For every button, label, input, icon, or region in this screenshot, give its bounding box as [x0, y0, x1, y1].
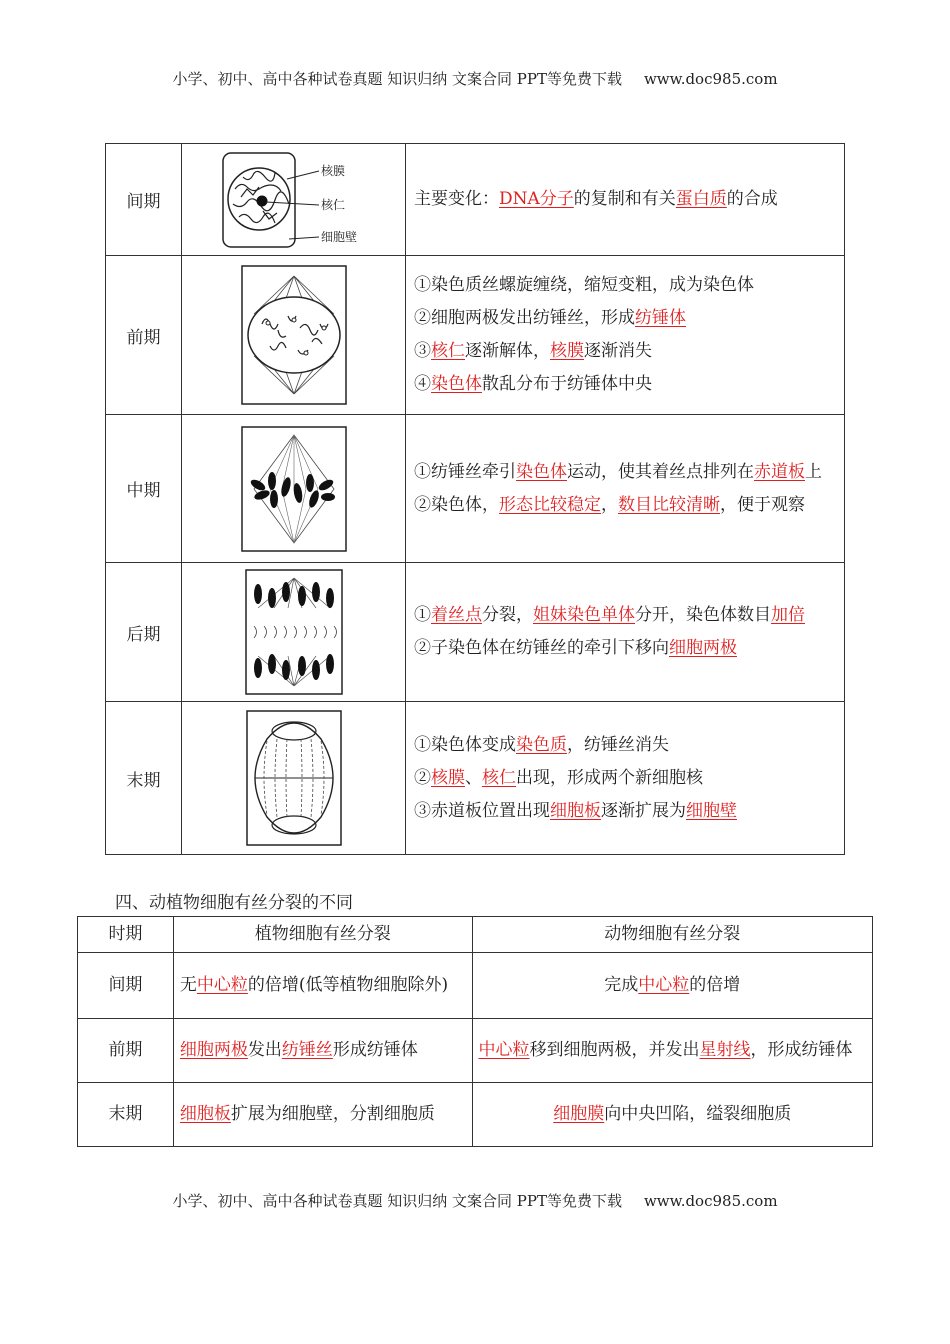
plant-cell	[173, 953, 472, 1019]
text: ②染色体，	[414, 494, 499, 515]
text: 主要变化：	[414, 189, 499, 209]
keyword: 染色体	[516, 461, 567, 482]
anaphase-cell-diagram	[244, 568, 344, 696]
label-nucleolus: 核仁	[320, 197, 345, 212]
text: ③赤道板位置出现	[414, 800, 550, 821]
stage-cell: 末期	[78, 1083, 174, 1147]
keyword: 细胞两极	[669, 638, 737, 658]
text: 逐渐解体，	[465, 341, 550, 361]
stage-cell: 间期	[78, 953, 174, 1019]
description-line	[414, 302, 836, 335]
keyword: 染色体	[431, 374, 482, 394]
table-row	[106, 144, 845, 256]
phase-name: 末期	[106, 702, 182, 855]
prophase-figure	[182, 256, 406, 415]
keyword: 细胞板	[179, 1104, 231, 1124]
keyword: 蛋白质	[675, 189, 727, 209]
text: 发出	[247, 1040, 282, 1060]
animal-cell	[472, 1019, 872, 1083]
keyword: 星射线	[699, 1040, 751, 1060]
anaphase-description	[406, 563, 845, 702]
keyword: 核膜	[431, 767, 465, 788]
keyword: 染色质	[516, 734, 567, 755]
text: 分裂，	[482, 605, 533, 625]
telophase-description	[406, 702, 845, 855]
anaphase-figure	[182, 563, 406, 702]
table-row	[106, 415, 845, 563]
text: 形成纺锤体	[332, 1040, 418, 1060]
text: ①染色体变成	[414, 734, 516, 755]
text: ④	[414, 374, 431, 394]
keyword: 纺锤丝	[281, 1040, 333, 1060]
description-line	[414, 489, 836, 522]
text: ②子染色体在纺锤丝的牵引下移向	[414, 638, 669, 658]
header-cell: 植物细胞有丝分裂	[173, 917, 472, 953]
metaphase-description	[406, 415, 845, 563]
text: 逐渐扩展为	[601, 800, 686, 821]
keyword: 着丝点	[431, 605, 482, 625]
label-cell-wall: 细胞壁	[320, 229, 357, 244]
prophase-description	[406, 256, 845, 415]
keyword: 细胞膜	[553, 1104, 605, 1124]
description-line	[414, 335, 836, 368]
plant-animal-comparison-table	[77, 916, 873, 1147]
prophase-cell-diagram	[240, 264, 348, 406]
text: 上	[805, 461, 822, 482]
table-header-row	[78, 917, 873, 953]
text: 的倍增	[689, 975, 741, 995]
text: 无	[179, 975, 197, 995]
telophase-figure	[182, 702, 406, 855]
text: 散乱分布于纺锤体中央	[482, 374, 652, 394]
text: ①纺锤丝牵引	[414, 461, 516, 482]
description-line	[414, 795, 836, 828]
text: 移到细胞两极，并发出	[529, 1040, 700, 1060]
description-line	[414, 729, 836, 762]
keyword: 细胞两极	[179, 1040, 248, 1060]
text: ，形成纺锤体	[750, 1040, 853, 1060]
description-line	[414, 456, 836, 489]
keyword: 核仁	[482, 767, 516, 788]
text: 运动，使其着丝点排列在	[567, 461, 754, 482]
text: ②细胞两极发出纺锤丝，形成	[414, 308, 635, 328]
description-line	[414, 368, 836, 401]
keyword: 数目比较清晰	[618, 494, 720, 515]
footer-url[interactable]: www.doc985.com	[643, 1192, 778, 1210]
mitosis-phases-table	[105, 143, 845, 855]
header-cell: 动物细胞有丝分裂	[472, 917, 872, 953]
text: 的合成	[726, 189, 778, 209]
text: 扩展为细胞壁，分割细胞质	[230, 1104, 435, 1124]
metaphase-figure	[182, 415, 406, 563]
phase-name: 前期	[106, 256, 182, 415]
metaphase-cell-diagram	[240, 425, 348, 553]
text: 分开，染色体数目	[635, 605, 771, 625]
phase-name: 间期	[106, 144, 182, 256]
header-cell: 时期	[78, 917, 174, 953]
keyword: 中心粒	[638, 975, 690, 995]
footer-text: 小学、初中、高中各种试卷真题 知识归纳 文案合同 PPT等免费下载	[172, 1192, 622, 1210]
text: ，	[601, 494, 618, 515]
keyword: 加倍	[771, 605, 805, 625]
animal-cell	[472, 1083, 872, 1147]
section-title: 四、动植物细胞有丝分裂的不同	[115, 893, 353, 913]
page-footer	[0, 1190, 950, 1211]
text: 完成	[604, 975, 639, 995]
plant-cell	[173, 1019, 472, 1083]
interphase-description	[406, 144, 845, 256]
keyword: 赤道板	[754, 461, 805, 482]
plant-cell	[173, 1083, 472, 1147]
label-nuclear-membrane: 核膜	[320, 163, 345, 178]
keyword: 中心粒	[478, 1040, 530, 1060]
keyword: DNA分子	[499, 189, 574, 209]
text: 的复制和有关	[573, 189, 676, 209]
header-text: 小学、初中、高中各种试卷真题 知识归纳 文案合同 PPT等免费下载	[172, 70, 622, 88]
text: ②	[414, 767, 431, 788]
table-row	[78, 1019, 873, 1083]
page-header	[0, 68, 950, 89]
description-line	[414, 632, 836, 665]
keyword: 形态比较稳定	[499, 494, 601, 515]
keyword: 细胞板	[550, 800, 601, 821]
telophase-cell-diagram	[245, 709, 343, 847]
keyword: 核仁	[431, 341, 465, 361]
description-line	[414, 599, 836, 632]
interphase-figure	[182, 144, 406, 256]
text: 逐渐消失	[584, 341, 652, 361]
keyword: 核膜	[550, 341, 584, 361]
text: ③	[414, 341, 431, 361]
description-line	[414, 762, 836, 795]
text: ，便于观察	[720, 494, 805, 515]
keyword: 中心粒	[196, 975, 248, 995]
text: 向中央凹陷，缢裂细胞质	[604, 1104, 792, 1124]
table-row	[106, 563, 845, 702]
stage-cell: 前期	[78, 1019, 174, 1083]
interphase-cell-diagram	[219, 149, 369, 251]
table-row	[106, 256, 845, 415]
table-row	[106, 702, 845, 855]
description-line: ①染色质丝螺旋缠绕，缩短变粗，成为染色体	[414, 275, 754, 295]
keyword: 姐妹染色单体	[533, 605, 635, 625]
text: 的倍增(低等植物细胞除外)	[247, 975, 449, 995]
text: 出现，形成两个新细胞核	[516, 767, 703, 788]
text: ，纺锤丝消失	[567, 734, 669, 755]
keyword: 纺锤体	[635, 308, 686, 328]
header-url[interactable]: www.doc985.com	[643, 70, 778, 88]
table-row	[78, 1083, 873, 1147]
table-row	[78, 953, 873, 1019]
animal-cell	[472, 953, 872, 1019]
phase-name: 后期	[106, 563, 182, 702]
phase-name: 中期	[106, 415, 182, 563]
keyword: 细胞壁	[686, 800, 737, 821]
text: ①	[414, 605, 431, 625]
text: 、	[465, 767, 482, 788]
